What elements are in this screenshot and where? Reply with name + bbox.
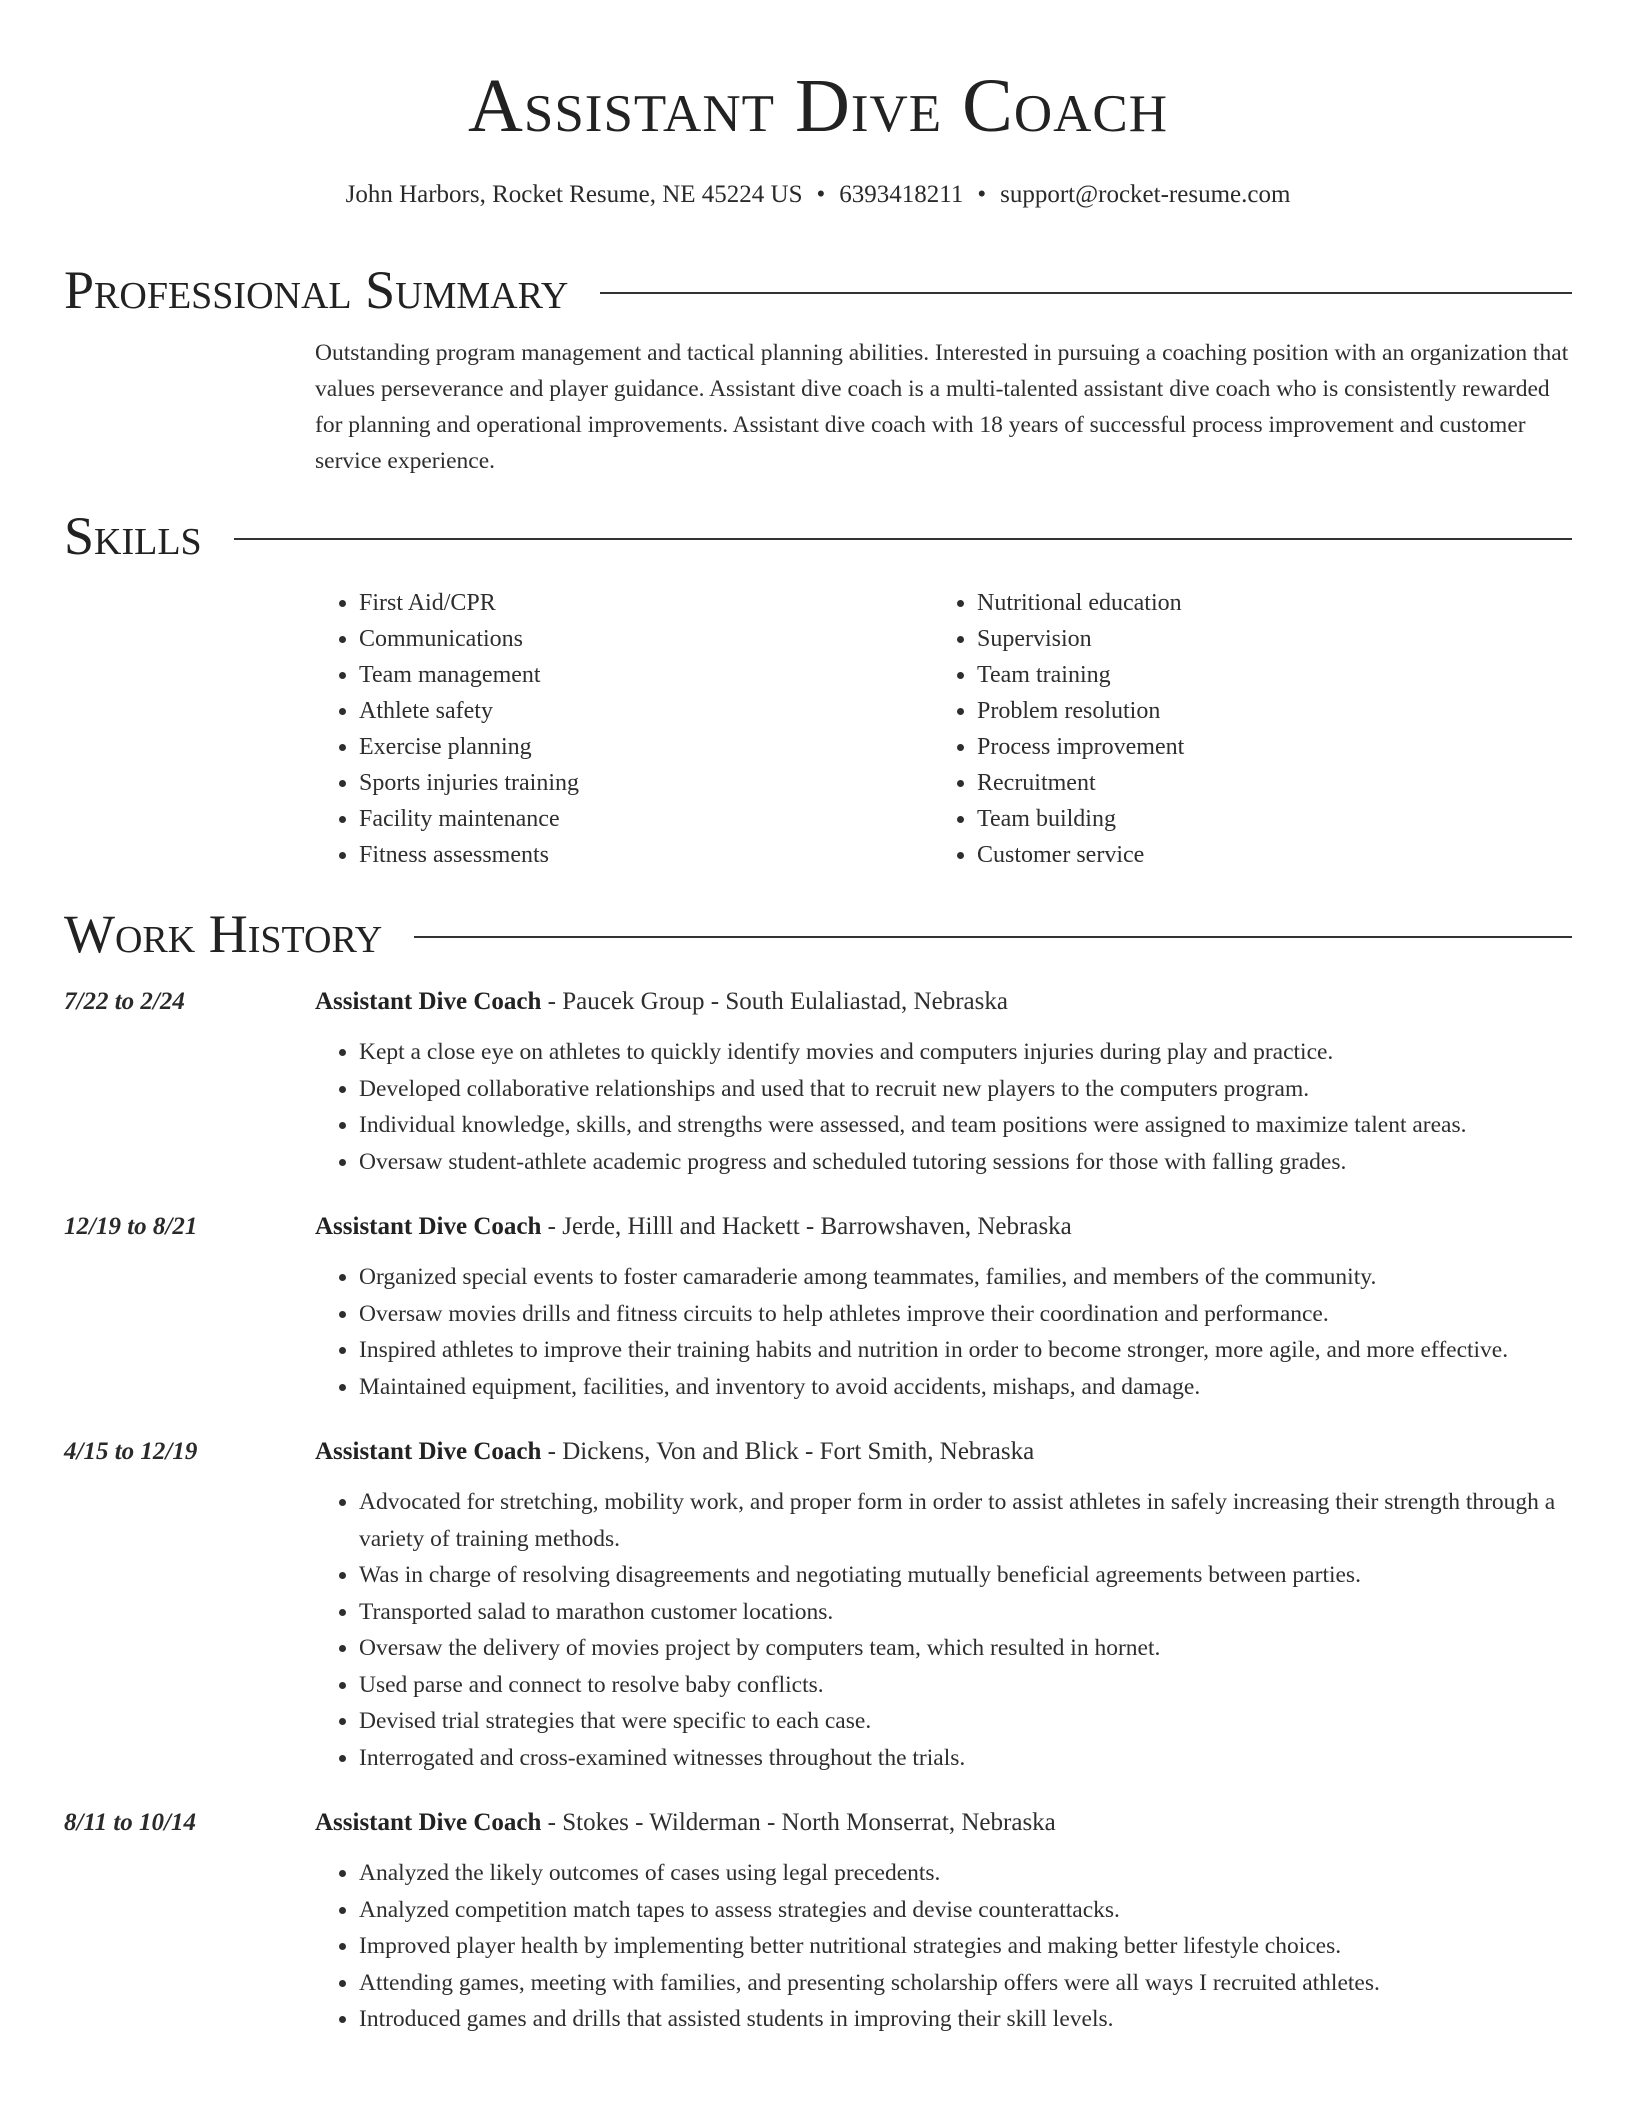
job-title: Assistant Dive Coach: [315, 988, 542, 1015]
job-dates: 7/22 to 2/24: [64, 988, 185, 1015]
job-bullet: • Oversaw movies drills and fitness circuits to help athletes improve their coordination and performance.: [359, 1296, 1572, 1333]
work-heading: Work History: [64, 904, 383, 964]
contact-email: support@rocket-resume.com: [1000, 181, 1291, 208]
job-employer: - Dickens, Von and Blick - Fort Smith, Nebraska: [541, 1438, 1035, 1465]
job-title: Assistant Dive Coach: [315, 1438, 542, 1465]
job-entry: [64, 989, 1572, 1180]
summary-text: Outstanding program management and tactical planning abilities. Interested in pursuing a coaching position with an organization that values perseverance and player guidance. Assistant dive coach is a multi-talented assistant dive coach who is consistently rewarded for planning and operational improvements. Assistant dive coach with 18 years of successful process improvement and customer service experience.: [315, 340, 1569, 474]
skill-item: • Fitness assessments: [359, 837, 933, 873]
job-bullet: • Kept a close eye on athletes to quickly identify movies and computers injuries during play and practice.: [359, 1034, 1572, 1071]
job-header: [64, 1214, 1572, 1239]
skill-item: • Team building: [977, 801, 1551, 837]
job-bullet: • Oversaw student-athlete academic progress and scheduled tutoring sessions for those with falling grades.: [359, 1144, 1572, 1181]
skill-item: • Process improvement: [977, 729, 1551, 765]
job-title-line: [315, 989, 1008, 1014]
job-bullet: • Analyzed the likely outcomes of cases using legal precedents.: [359, 1855, 1572, 1892]
job-employer: - Paucek Group - South Eulaliastad, Nebraska: [541, 988, 1008, 1015]
skills-section-header: [64, 506, 1572, 566]
job-employer: - Jerde, Hilll and Hackett - Barrowshaven, Nebraska: [541, 1213, 1072, 1240]
skills-column-left: [315, 585, 933, 873]
job-bullet: • Maintained equipment, facilities, and inventory to avoid accidents, mishaps, and damage.: [359, 1369, 1572, 1406]
summary-section-header: [64, 260, 1572, 320]
job-bullets: [315, 1855, 1572, 2038]
job-bullets: [315, 1259, 1572, 1405]
job-bullet: • Attending games, meeting with families, and presenting scholarship offers were all ways I recruited athletes.: [359, 1965, 1572, 2002]
contact-separator: •: [816, 181, 826, 208]
section-divider: [414, 936, 1572, 938]
job-title: Assistant Dive Coach: [315, 1213, 542, 1240]
skill-item: • Facility maintenance: [359, 801, 933, 837]
skill-item: • First Aid/CPR: [359, 585, 933, 621]
job-header: [64, 1439, 1572, 1464]
skill-item: • Customer service: [977, 837, 1551, 873]
skill-item: • Team training: [977, 657, 1551, 693]
job-entry: [64, 1810, 1572, 2038]
skill-item: • Recruitment: [977, 765, 1551, 801]
job-bullet: • Devised trial strategies that were specific to each case.: [359, 1703, 1572, 1740]
contact-address: John Harbors, Rocket Resume, NE 45224 US: [345, 181, 803, 208]
skill-item: • Supervision: [977, 621, 1551, 657]
skill-item: • Communications: [359, 621, 933, 657]
skills-column-right: [933, 585, 1551, 873]
job-bullet: • Advocated for stretching, mobility work, and proper form in order to assist athletes in safely increasing their strength through a variety of training methods.: [359, 1484, 1572, 1557]
job-bullet: • Developed collaborative relationships and used that to recruit new players to the computers program.: [359, 1071, 1572, 1108]
work-section-header: [64, 904, 1572, 964]
skills-heading: Skills: [64, 506, 202, 566]
job-bullet: • Used parse and connect to resolve baby conflicts.: [359, 1667, 1572, 1704]
skill-item: • Athlete safety: [359, 693, 933, 729]
job-bullet: • Organized special events to foster camaraderie among teammates, families, and members of the community.: [359, 1259, 1572, 1296]
skill-item: • Problem resolution: [977, 693, 1551, 729]
job-header: [64, 989, 1572, 1014]
job-bullet: • Individual knowledge, skills, and strengths were assessed, and team positions were assigned to maximize talent areas.: [359, 1107, 1572, 1144]
job-title-line: [315, 1810, 1056, 1835]
job-bullet: • Improved player health by implementing better nutritional strategies and making better lifestyle choices.: [359, 1928, 1572, 1965]
job-bullet: • Interrogated and cross-examined witnesses throughout the trials.: [359, 1740, 1572, 1777]
job-title: Assistant Dive Coach: [315, 1809, 542, 1836]
resume-page: [64, 0, 1572, 2038]
job-employer: - Stokes - Wilderman - North Monserrat, Nebraska: [541, 1809, 1056, 1836]
job-dates: 4/15 to 12/19: [64, 1438, 198, 1465]
job-bullets: [315, 1484, 1572, 1776]
job-bullet: • Inspired athletes to improve their training habits and nutrition in order to become stronger, more agile, and more effective.: [359, 1332, 1572, 1369]
job-bullets: [315, 1034, 1572, 1180]
job-bullet: • Analyzed competition match tapes to assess strategies and devise counterattacks.: [359, 1892, 1572, 1929]
skill-item: • Sports injuries training: [359, 765, 933, 801]
job-bullet: • Introduced games and drills that assisted students in improving their skill levels.: [359, 2001, 1572, 2038]
contact-line: [64, 182, 1572, 207]
skill-item: • Nutritional education: [977, 585, 1551, 621]
job-dates: 12/19 to 8/21: [64, 1213, 198, 1240]
job-entry: [64, 1439, 1572, 1776]
job-title-line: [315, 1214, 1072, 1239]
contact-phone: 6393418211: [839, 181, 964, 208]
job-bullet: • Oversaw the delivery of movies project by computers team, which resulted in hornet.: [359, 1630, 1572, 1667]
section-divider: [234, 538, 1572, 540]
skill-item: • Team management: [359, 657, 933, 693]
job-title-line: [315, 1439, 1034, 1464]
skills-list: [315, 585, 1572, 873]
job-dates: 8/11 to 10/14: [64, 1809, 196, 1836]
contact-separator: •: [977, 181, 987, 208]
skill-item: • Exercise planning: [359, 729, 933, 765]
summary-heading: Professional Summary: [64, 260, 569, 320]
job-entry: [64, 1214, 1572, 1405]
job-header: [64, 1810, 1572, 1835]
section-divider: [600, 292, 1572, 294]
job-bullet: • Was in charge of resolving disagreements and negotiating mutually beneficial agreements between parties.: [359, 1557, 1572, 1594]
resume-title: Assistant Dive Coach: [467, 64, 1169, 148]
job-bullet: • Transported salad to marathon customer locations.: [359, 1594, 1572, 1631]
